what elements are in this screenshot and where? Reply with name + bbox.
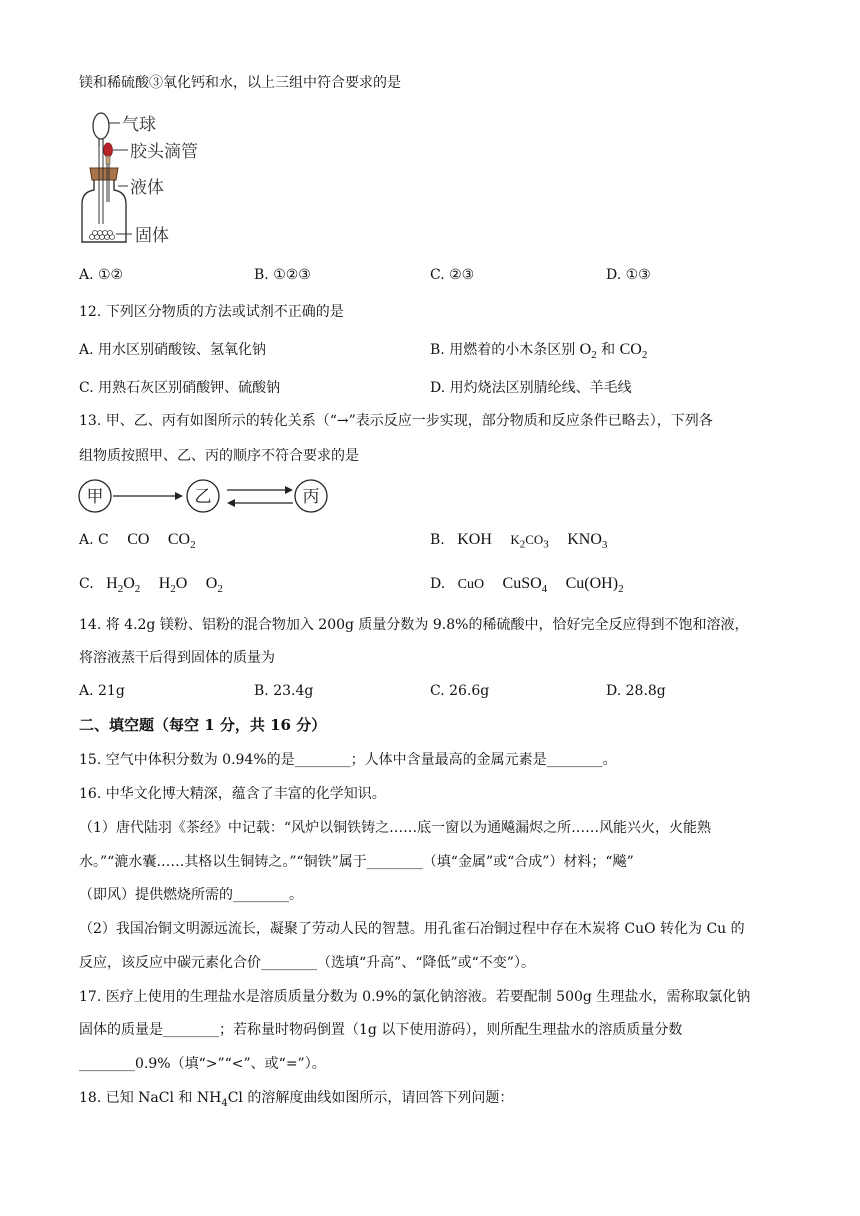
balloon-label: 气球 — [122, 115, 156, 135]
option-c: C. $H_2O_2$ $H_2O$ $O_2$ — [79, 575, 223, 596]
question-17-line2: 固体的质量是________；若称量时物码倒置（1g 以下使用游码），则所配生理盐水的溶质质量分数 — [79, 1022, 683, 1038]
option-b — [430, 340, 647, 365]
formula-h2o2: $H_2O_2$ — [106, 575, 141, 596]
node-yi-label: 乙 — [194, 487, 212, 507]
formula-kno3: $KNO_3$ — [567, 531, 608, 552]
option-a: A. C CO $CO_2$ — [79, 531, 196, 552]
node-jia-label: 甲 — [86, 487, 104, 507]
question-14-line2: 将溶液蒸干后得到固体的质量为 — [79, 650, 275, 666]
formula-o2: $O_2$ — [205, 575, 223, 596]
question-16-1-line1: （1）唐代陆羽《茶经》中记载：“风炉以铜铁铸之……底一窗以为通飚漏烬之所……风能兴火，火能熟 — [79, 820, 712, 836]
formula-k2co3: $K_2CO_3$ — [510, 532, 549, 551]
question-18: 18. 已知 NaCl 和 $NH_4Cl$ 的溶解度曲线如图所示，请回答下列问题： — [79, 1090, 514, 1109]
question-16-1-line3: （即风）提供燃烧所需的________。 — [79, 887, 303, 903]
option-c: C. ②③ — [430, 267, 475, 283]
solid-label: 固体 — [135, 226, 169, 246]
option-b: B. KOH $K_2CO_3$ $KNO_3$ — [430, 531, 608, 552]
formula-co2: $CO_2$ — [167, 531, 196, 552]
question-17-line1: 17. 医疗上使用的生理盐水是溶质质量分数为 0.9%的氯化钠溶液。若要配制 500g 生理盐水，需称取氯化钠 — [79, 989, 751, 1005]
formula-cuo: CuO — [457, 577, 485, 592]
question-16-1-line2: 水。”“漉水囊……其格以生铜铸之。”“铜铁”属于________（填“金属”或“合成”）材料；“飚” — [79, 854, 634, 870]
formula-h2o: $H_2O$ — [158, 575, 188, 596]
option-c: C. 26.6g — [430, 683, 490, 699]
formula-co2: $CO_2$ — [619, 341, 648, 362]
question-13-line1: 13. 甲、乙、丙有如图所示的转化关系（“→”表示反应一步实现，部分物质和反应条件已略去），下列各 — [79, 413, 713, 429]
formula-o2: $O_2$ — [579, 341, 597, 362]
dropper-label: 胶头滴管 — [130, 142, 198, 162]
section-heading: 二、填空题（每空 1 分，共 16 分） — [79, 716, 327, 734]
question-13-line2: 组物质按照甲、乙、丙的顺序不符合要求的是 — [79, 448, 359, 464]
question-16: 16. 中华文化博大精深，蕴含了丰富的化学知识。 — [79, 786, 386, 802]
option-b-and: 和 — [601, 342, 616, 358]
question-17-line3: ________0.9%（填“>”“<”、或“=”）。 — [79, 1056, 326, 1072]
text-line: 镁和稀硫酸③氧化钙和水，以上三组中符合要求的是 — [79, 75, 401, 91]
question-14-line1: 14. 将 4.2g 镁粉、铝粉的混合物加入 200g 质量分数为 9.8%的稀硫酸中，恰好完全反应得到不饱和溶液， — [79, 617, 749, 633]
formula-cuoh2: $Cu(OH)_2$ — [565, 575, 624, 596]
option-b: B. ①②③ — [254, 267, 311, 283]
question-16-2-line1: （2）我国冶铜文明源远流长，凝聚了劳动人民的智慧。用孔雀石冶铜过程中存在木炭将 CuO 转化为 Cu 的 — [79, 921, 745, 937]
apparatus-diagram — [70, 106, 220, 252]
option-a: A. 21g — [79, 683, 125, 699]
dropper-bulb — [104, 143, 113, 157]
liquid-label: 液体 — [130, 178, 164, 198]
option-d: D. 28.8g — [606, 683, 666, 699]
option-a: A. ①② — [79, 267, 124, 283]
balloon-shape — [93, 113, 109, 139]
node-bing-label: 丙 — [302, 487, 320, 507]
option-a: A. 用水区别硝酸铵、氢氧化钠 — [79, 342, 267, 358]
question-12: 12. 下列区分物质的方法或试剂不正确的是 — [79, 304, 344, 320]
option-d: D. CuO CuSO$_4$ $Cu(OH)_2$ — [430, 575, 624, 596]
option-c: C. 用熟石灰区别硝酸钾、硫酸钠 — [79, 380, 281, 396]
question-15: 15. 空气中体积分数为 0.94%的是________；人体中含量最高的金属元素是________。 — [79, 752, 617, 768]
formula-cuso4: CuSO$_4$ — [502, 575, 548, 596]
option-d: D. 用灼烧法区别腈纶线、羊毛线 — [430, 380, 632, 396]
option-b: B. 23.4g — [254, 683, 314, 699]
stopper — [90, 168, 118, 180]
solid-beads — [90, 231, 115, 240]
formula-koh: KOH — [457, 531, 492, 548]
cycle-diagram — [75, 476, 335, 516]
option-d: D. ①③ — [606, 267, 651, 283]
question-16-2-line2: 反应，该反应中碳元素化合价________（选填“升高”、“降低”或“不变”）。 — [79, 955, 535, 971]
option-b-text: B. 用燃着的小木条区别 — [430, 342, 576, 358]
formula-co: CO — [127, 531, 150, 548]
